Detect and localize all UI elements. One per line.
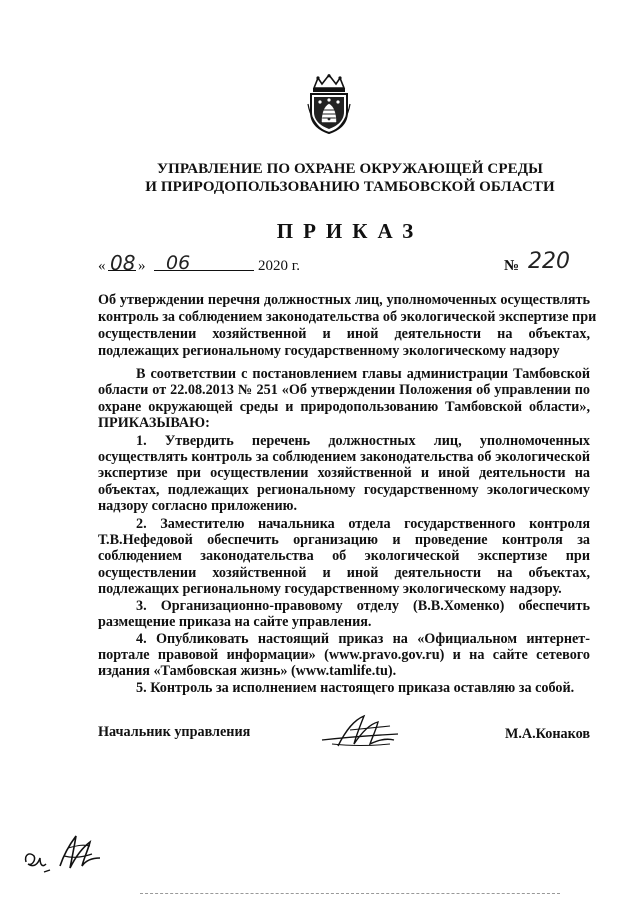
order-number: 220	[528, 249, 570, 274]
item-2-line: подлежащих региональному государственному экологическому надзору.	[98, 581, 562, 598]
subject-line: Об утверждении перечня должностных лиц, уполномоченных осуществлять	[98, 292, 590, 308]
date-quote-close: »	[138, 258, 146, 274]
item-3-line: размещение приказа на сайте управления.	[98, 614, 372, 631]
scan-bottom-border	[140, 893, 560, 894]
order-number-sign: №	[504, 258, 520, 274]
item-1-line: надзору согласно приложению.	[98, 498, 298, 515]
item-4-line: издания «Тамбовская жизнь» (www.tamlife.tu).	[98, 663, 397, 680]
organization-name-line-2: И ПРИРОДОПОЛЬЗОВАНИЮ ТАМБОВСКОЙ ОБЛАСТИ	[145, 179, 555, 195]
item-4-line: 4. Опубликовать настоящий приказ на «Официальном интернет-	[136, 630, 590, 647]
item-3-line: 3. Организационно-правовому отделу (В.В.Хоменко) обеспечить	[136, 597, 590, 614]
item-5-line: 5. Контроль за исполнением настоящего приказа оставляю за собой.	[136, 679, 575, 696]
item-1-line: осуществлять контроль за соблюдением законодательства об экологической	[98, 449, 590, 466]
item-1-line: 1. Утвердить перечень должностных лиц, уполномоченных	[136, 432, 590, 449]
signature-block	[98, 722, 590, 762]
signatory-name: М.А.Конаков	[504, 726, 590, 742]
item-2-line: соблюдением законодательства об экологической экспертизе при	[98, 548, 590, 565]
date-quote-open: «	[98, 258, 106, 274]
preamble-line: охране окружающей среды и природопользованию Тамбовской области»,	[98, 398, 590, 415]
item-2-line: осуществлении хозяйственной и иной деятельности на объектах,	[98, 564, 590, 581]
preamble-line: В соответствии с постановлением главы администрации Тамбовской	[136, 366, 590, 382]
date-month: 06	[166, 252, 191, 274]
date-day-underline	[108, 270, 136, 271]
date-year: 2020 г.	[258, 258, 300, 274]
signatory-position: Начальник управления	[98, 724, 251, 740]
tambov-coat-of-arms-icon	[306, 74, 352, 134]
item-1-line: объектах, подлежащих региональному государственному экологическому	[98, 481, 590, 498]
item-2-line: Т.В.Нефедовой обеспечить организацию и проведение контроля за	[98, 532, 590, 549]
document-title: ПРИКАЗ	[276, 219, 424, 243]
subject-line: осуществлении хозяйственной и иной деятельности на объектах,	[98, 326, 590, 342]
organization-name-line-1: УПРАВЛЕНИЕ ПО ОХРАНЕ ОКРУЖАЮЩЕЙ СРЕДЫ	[157, 161, 543, 177]
date-month-underline	[154, 270, 254, 271]
item-2-line: 2. Заместителю начальника отдела государственного контроля	[136, 515, 590, 532]
preamble-line: ПРИКАЗЫВАЮ:	[98, 415, 210, 432]
preamble-line: области от 22.08.2013 № 251 «Об утверждении Положения об управлении по	[98, 382, 590, 399]
order-subject	[98, 292, 597, 360]
handwritten-initials-icon	[20, 828, 110, 878]
subject-line: контроль за соблюдением законодательства об экологической экспертизе при	[98, 309, 597, 325]
item-1-line: экспертизе при осуществлении хозяйственной и иной деятельности на	[98, 465, 590, 482]
item-4-line: портале правовой информации» (www.pravo.gov.ru) и на сайте сетевого	[98, 646, 590, 663]
subject-line: подлежащих региональному государственному экологическому надзору	[98, 343, 560, 359]
handwritten-signature-icon	[320, 710, 404, 752]
date-number-row	[98, 249, 598, 278]
date-day: 08	[110, 251, 136, 275]
order-body	[98, 366, 590, 696]
